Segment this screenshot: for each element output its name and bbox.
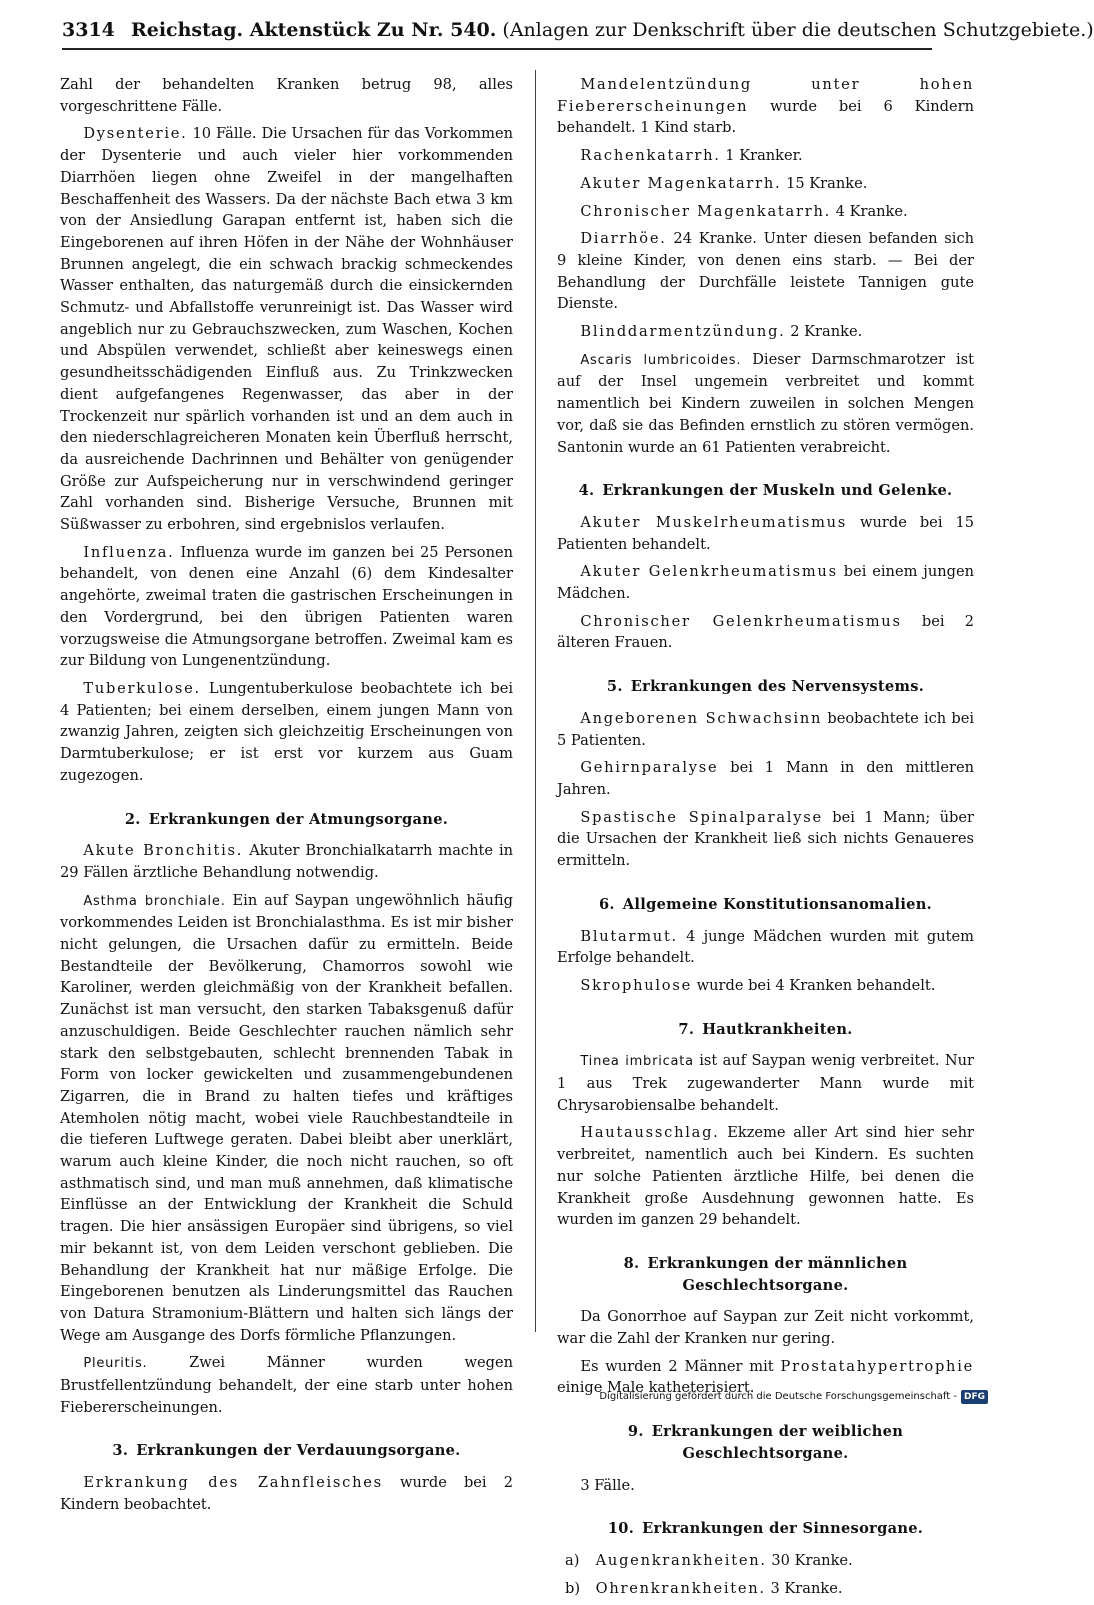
text-ascaris: Dieser Darmschmarotzer ist auf der Insel ungemein verbreitet und kommt namentlich bei Kindern zuweilen in solchen Mengen vor, daß sie das Befinden ernstlich zu stören vermögen. Santonin wurde an 61 Patienten verabreicht. bbox=[557, 350, 974, 456]
paragraph-blutarmut bbox=[557, 926, 974, 969]
section-title: Erkrankungen der Atmungsorgane. bbox=[148, 810, 449, 828]
term-hautausschlag: Hautausschlag. bbox=[580, 1124, 720, 1142]
section-number: 10. bbox=[607, 1520, 635, 1538]
dfg-logo-icon: DFG bbox=[961, 1390, 988, 1404]
text-gelenk-akut: bei einem jungen Mädchen. bbox=[557, 563, 974, 603]
text-blutarmut: 4 junge Mädchen wurden mit gutem Erfolge behandelt. bbox=[557, 927, 974, 967]
term-blutarmut: Blutarmut. bbox=[580, 927, 678, 945]
footer-text: Digitalisierung gefördert durch die Deutsche Forschungsgemeinschaft - bbox=[599, 1391, 957, 1402]
list-text: 3 Kranke. bbox=[770, 1579, 843, 1597]
section-number: 7. bbox=[678, 1020, 695, 1038]
paragraph-influenza bbox=[60, 542, 513, 672]
section-title: Erkrankungen der Sinnesorgane. bbox=[642, 1520, 924, 1538]
text-prostata-pre: Es wurden 2 Männer mit bbox=[580, 1357, 774, 1375]
paragraph-weiblich: 3 Fälle. bbox=[580, 1476, 635, 1494]
text-prostata-post: einige Male katheterisiert. bbox=[557, 1379, 755, 1397]
term-dysenterie: Dysenterie. bbox=[83, 125, 188, 143]
term-muskelrheuma: Akuter Muskelrheumatismus bbox=[580, 513, 848, 531]
term-gelenk-chronisch: Chronischer Gelenkrheumatismus bbox=[580, 612, 902, 630]
paragraph-continuation: Zahl der behandelten Kranken betrug 98, alles vorgeschrittene Fälle. bbox=[60, 76, 513, 115]
section-title: Hautkrankheiten. bbox=[702, 1020, 853, 1038]
section-title: Erkrankungen der Muskeln und Gelenke. bbox=[602, 482, 953, 500]
term-influenza: Influenza. bbox=[83, 543, 175, 561]
text-influenza: Influenza wurde im ganzen bei 25 Personen behandelt, von denen eine Anzahl (6) dem Kindesalter angehörte, zweimal traten die gastrischen Erscheinungen in den Vordergrund, bei den übrigen Patienten waren vorzugsweise die Atmungsorgane betroffen. Zweimal kam es zur Bildung von Lungenentzündung. bbox=[60, 543, 514, 670]
text-muskelrheuma: wurde bei 15 Patienten behandelt. bbox=[557, 513, 975, 553]
term-magen-chronisch: Chronischer Magenkatarrh. bbox=[580, 202, 831, 220]
text-pleuritis: Zwei Männer wurden wegen Brustfellentzündung behandelt, der eine starb unter hohen Fiebererscheinungen. bbox=[60, 1354, 513, 1416]
term-magen-akut: Akuter Magenkatarrh. bbox=[580, 174, 782, 192]
term-schwachsinn: Angeborenen Schwachsinn bbox=[580, 709, 823, 727]
text-dysenterie: 10 Fälle. Die Ursachen für das Vorkommen der Dysenterie und auch vieler hier vorkommenden Diarrhöen liegen ohne Zweifel in der mangelhaften Beschaffenheit des Wassers. Da der nächste Bach etwa 3 km von der Ansiedlung Garapan entfernt ist, haben sich die Eingeborenen auf ihren Höfen in der Nähe der Wohnhäuser Brunnen angelegt, die ein schwach brackig schmeckendes Wasser enthalten, das naturgemäß durch die einsickernden Schmutz- und Abfallstoffe verunreinigt ist. Das Wasser wird angeblich nur zu Gebrauchszwecken, zum Waschen, Kochen und Abspülen verwendet, schließt aber keineswegs einen gesundheitsschädigenden Einfluß aus. Zu Trinkzwecken dient aufgefangenes Regenwasser, das aber in der Trockenzeit nur spärlich vorhanden ist und an dem auch in den niederschlagreicheren Monaten kein Überfluß herrscht, da ausreichende Dachrinnen und Behälter von genügender Größe zur Aufspeicherung nur in verschwindend geringer Zahl vorhanden sind. Bisherige Versuche, Brunnen mit Süßwasser zu erbohren, sind ergebnislos verlaufen. bbox=[60, 125, 513, 534]
term-asthma: Asthma bronchiale. bbox=[83, 893, 226, 909]
paragraph-asthma bbox=[60, 890, 513, 1347]
term-prostata: Prostatahypertrophie bbox=[780, 1357, 975, 1375]
header-title: Reichstag. Aktenstück Zu Nr. 540. bbox=[130, 19, 497, 41]
list-marker: b) bbox=[565, 1579, 581, 1597]
running-header bbox=[62, 18, 1094, 50]
section-heading-9 bbox=[557, 1421, 974, 1464]
section-number: 6. bbox=[598, 895, 615, 913]
text-magen-chronisch: 4 Kranke. bbox=[835, 202, 908, 220]
text-bronchitis: Akuter Bronchialkatarrh machte in 29 Fällen ärztliche Behandlung notwendig. bbox=[60, 842, 514, 881]
term-rachen: Rachenkatarrh. bbox=[580, 147, 721, 165]
paragraph-rachen bbox=[557, 145, 974, 167]
list-item bbox=[557, 1578, 974, 1600]
paragraph-magen-chronisch bbox=[557, 201, 974, 223]
paragraph-gelenk-akut bbox=[557, 561, 974, 604]
term-gelenk-akut: Akuter Gelenkrheumatismus bbox=[580, 563, 838, 581]
term-blinddarm: Blinddarmentzündung. bbox=[580, 323, 786, 341]
list-term: Ohrenkrankheiten. bbox=[595, 1579, 766, 1597]
section-heading-4 bbox=[557, 480, 974, 502]
paragraph-gelenk-chronisch bbox=[557, 611, 974, 654]
section-title: Erkrankungen der männlichen Geschlechtsorgane. bbox=[647, 1254, 908, 1294]
section-number: 4. bbox=[578, 482, 595, 500]
text-gehirnparalyse: bei 1 Mann in den mittleren Jahren. bbox=[557, 759, 974, 798]
text-hautausschlag: Ekzeme aller Art sind hier sehr verbreitet, namentlich auch bei Kindern. Es suchten nur solche Patienten ärztliche Hilfe, bei denen die Krankheit große Ausdehnung gewonnen hatte. Es wurden im ganzen 29 behandelt. bbox=[557, 1124, 974, 1229]
text-tuberkulose: Lungentuberkulose beobachtete ich bei 4 Patienten; bei einem derselben, einem jungen Mann von zwanzig Jahren, zeigten sich gleichzeitig Erscheinungen von Darmtuberkulose; er ist erst vor kurzem aus Guam zugezogen. bbox=[60, 679, 514, 784]
list-marker: a) bbox=[565, 1551, 580, 1569]
text-skrophulose: wurde bei 4 Kranken behandelt. bbox=[696, 976, 936, 994]
text-tinea: ist auf Saypan wenig verbreitet. Nur 1 aus Trek zugewanderter Mann wurde mit Chrysarobiensalbe behandelt. bbox=[557, 1052, 974, 1114]
text-magen-akut: 15 Kranke. bbox=[786, 174, 868, 192]
section-heading-7 bbox=[557, 1019, 974, 1041]
digitization-footer bbox=[599, 1390, 988, 1404]
paragraph-schwachsinn bbox=[557, 708, 974, 751]
term-zahnfleisch: Erkrankung des Zahnfleisches bbox=[83, 1474, 383, 1492]
text-zahnfleisch: wurde bei 2 Kindern beobachtet. bbox=[60, 1474, 513, 1513]
paragraph-mandel bbox=[557, 74, 974, 139]
term-diarrhoe: Diarrhöe. bbox=[580, 230, 667, 248]
paragraph-hautausschlag bbox=[557, 1122, 974, 1231]
text-spinalparalyse: bei 1 Mann; über die Ursachen der Krankheit ließ sich nichts Genaueres ermitteln. bbox=[557, 808, 975, 870]
section-title: Erkrankungen der weiblichen Geschlechtsorgane. bbox=[651, 1423, 904, 1462]
section-title: Erkrankungen des Nervensystems. bbox=[630, 678, 925, 696]
header-subtitle: (Anlagen zur Denkschrift über die deutschen Schutzgebiete.) bbox=[502, 19, 1094, 41]
section-heading-6 bbox=[557, 894, 974, 916]
term-tinea: Tinea imbricata bbox=[580, 1054, 694, 1070]
section-number: 9. bbox=[627, 1423, 644, 1441]
page-number: 3314 bbox=[62, 19, 115, 41]
section-heading-3 bbox=[60, 1440, 513, 1462]
paragraph-pleuritis bbox=[60, 1352, 513, 1418]
term-tuberkulose: Tuberkulose. bbox=[83, 679, 201, 697]
text-blinddarm: 2 Kranke. bbox=[790, 323, 863, 341]
section-heading-2 bbox=[60, 809, 513, 831]
list-term: Augenkrankheiten. bbox=[595, 1551, 767, 1569]
section-number: 3. bbox=[112, 1442, 129, 1460]
text-gelenk-chronisch: bei 2 älteren Frauen. bbox=[557, 612, 974, 652]
paragraph-bronchitis bbox=[60, 840, 513, 883]
list-item bbox=[557, 1550, 974, 1572]
text-mandel: wurde bei 6 Kindern behandelt. 1 Kind starb. bbox=[557, 97, 974, 137]
paragraph-ascaris bbox=[557, 349, 974, 459]
paragraph-tuberkulose bbox=[60, 678, 513, 787]
paragraph-dysenterie bbox=[60, 123, 513, 535]
list-text: 30 Kranke. bbox=[771, 1551, 853, 1569]
text-asthma: Ein auf Saypan ungewöhnlich häufig vorkommendes Leiden ist Bronchialasthma. Es ist mir bisher nicht gelungen, die Ursachen dafür zu ermitteln. Beide Bestandteile der Bevölkerung, Chamorros sowohl wie Karoliner, werden gleichmäßig von der Krankheit befallen. Zunächst ist man versucht, den starken Tabaksgenuß dafür anzuschuldigen. Beide Geschlechter rauchen nämlich sehr stark den selbstgebauten, schlecht brennenden Tabak in Form von locker gewickelten und zusammengebundenen Zigarren, die in Brand zu halten tiefes und kräftiges Atemholen nötig macht, wobei viele Rauchbestandteile in die tieferen Luftwege geraten. Dabei bleibt aber unerklärt, warum auch kleine Kinder, die noch nicht rauchen, so oft asthmatisch sind, und man muß annehmen, daß klimatische Einflüsse an der Entwicklung der Krankheit die Schuld tragen. Die hier ansässigen Europäer sind übrigens, so viel mir bekannt ist, von dem Leiden verschont geblieben. Die Behandlung der Krankheit hat nur mäßige Erfolge. Die Eingeborenen benutzen als Linderungsmittel das Rauchen von Datura Stramonium-Blättern und halten sich längs der Wege am Ausgange des Dorfs förmliche Pflanzungen. bbox=[60, 891, 514, 1344]
term-mandel: Mandelentzündung unter hohen Fiebererscheinungen bbox=[557, 76, 974, 115]
text-schwachsinn: beobachtete ich bei 5 Patienten. bbox=[557, 709, 974, 749]
paragraph-diarrhoe bbox=[557, 228, 974, 315]
text-rachen: 1 Kranker. bbox=[725, 147, 803, 165]
section-number: 8. bbox=[623, 1254, 640, 1272]
left-column bbox=[60, 74, 513, 1522]
column-divider bbox=[535, 70, 536, 1332]
term-ascaris: Ascaris lumbricoides. bbox=[580, 352, 742, 368]
term-gehirnparalyse: Gehirnparalyse bbox=[580, 759, 719, 777]
paragraph-magen-akut bbox=[557, 173, 974, 195]
paragraph-tinea bbox=[557, 1050, 974, 1116]
term-spinalparalyse: Spastische Spinalparalyse bbox=[580, 808, 823, 826]
section-heading-5 bbox=[557, 676, 974, 698]
paragraph-zahnfleisch bbox=[60, 1472, 513, 1515]
right-column bbox=[557, 74, 974, 1605]
term-skrophulose: Skrophulose bbox=[580, 976, 692, 994]
term-bronchitis: Akute Bronchitis. bbox=[83, 842, 244, 860]
section-title: Erkrankungen der Verdauungsorgane. bbox=[136, 1442, 461, 1460]
paragraph-spinalparalyse bbox=[557, 807, 974, 872]
section-number: 5. bbox=[606, 678, 623, 696]
section-number: 2. bbox=[124, 810, 141, 828]
paragraph-blinddarm bbox=[557, 321, 974, 343]
paragraph-muskelrheuma bbox=[557, 512, 974, 555]
term-pleuritis: Pleuritis. bbox=[83, 1356, 148, 1372]
section-heading-10 bbox=[557, 1518, 974, 1540]
paragraph-gonorrhoe: Da Gonorrhoe auf Saypan zur Zeit nicht vorkommt, war die Zahl der Kranken nur gering. bbox=[557, 1308, 974, 1348]
text-diarrhoe: 24 Kranke. Unter diesen befanden sich 9 kleine Kinder, von denen eins starb. — Bei der Behandlung der Durchfälle leistete Tannigen gute Dienste. bbox=[557, 230, 975, 313]
paragraph-skrophulose bbox=[557, 975, 974, 997]
section-title: Allgemeine Konstitutionsanomalien. bbox=[622, 895, 933, 913]
section-heading-8 bbox=[557, 1253, 974, 1296]
paragraph-gehirnparalyse bbox=[557, 757, 974, 800]
